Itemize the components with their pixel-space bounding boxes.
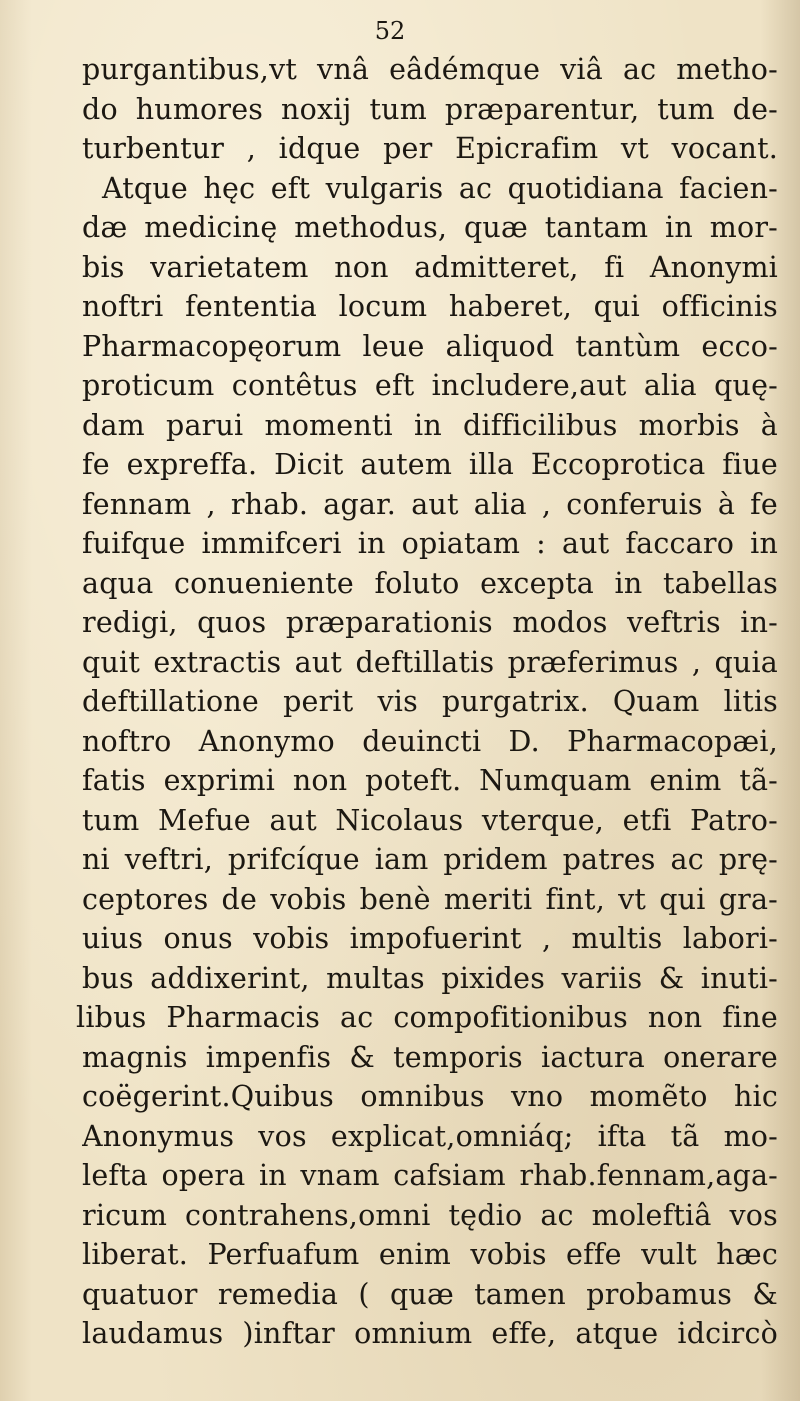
text-line-29: lefta opera in vnam cafsiam rhab.fennam,aga-	[82, 1159, 778, 1192]
body-text	[76, 50, 778, 1354]
text-line-32: quatuor remedia ( quæ tamen probamus &	[82, 1277, 778, 1311]
text-line-31: liberat. Perfuafum enim vobis effe vult hæc	[82, 1238, 778, 1271]
text-line-11: fe expreffa. Dicit autem illa Eccoprotica fiue	[82, 448, 778, 481]
text-line-4: Atque hęc eft vulgaris ac quotidiana facien-	[102, 171, 778, 205]
text-line-20: tum Mefue aut Nicolaus vterque, etfi Patro-	[82, 803, 778, 837]
page-number: 52	[374, 17, 406, 45]
text-line-8: Pharmacopęorum leue aliquod tantùm ecco-	[82, 329, 778, 363]
text-line-23: uius onus vobis impofuerint , multis labori-	[82, 922, 778, 955]
text-line-3: turbentur , idque per Epicrafim vt vocant.	[82, 132, 778, 165]
text-line-26: magnis impenfis & temporis iactura onerare	[82, 1040, 778, 1074]
text-line-17: deftillatione perit vis purgatrix. Quam litis	[82, 685, 778, 718]
text-line-10: dam parui momenti in difficilibus morbis à	[82, 408, 778, 442]
text-line-21: ni veftri, prifcíque iam pridem patres ac prę-	[82, 843, 778, 876]
text-line-9: proticum contêtus eft includere,aut alia quę-	[82, 369, 778, 402]
text-line-2: do humores noxij tum præparentur, tum de-	[82, 92, 778, 126]
text-line-13: fuifque immifceri in opiatam : aut faccaro in	[82, 527, 778, 560]
text-line-27: coëgerint.Quibus omnibus vno momẽto hic	[82, 1080, 778, 1113]
text-line-1: purgantibus,vt vnâ eâdémque viâ ac metho-	[82, 53, 778, 86]
text-line-25: libus Pharmacis ac compofitionibus non fine	[76, 1001, 778, 1034]
text-line-22: ceptores de vobis benè meriti fint, vt qui gra-	[82, 882, 778, 916]
text-line-15: redigi, quos præparationis modos veftris in-	[82, 606, 778, 639]
text-line-18: noftro Anonymo deuincti D. Pharmacopæi,	[82, 724, 778, 758]
text-line-6: bis varietatem non admitteret, fi Anonymi	[82, 250, 778, 284]
text-line-7: noftri fententia locum haberet, qui officinis	[82, 290, 778, 323]
text-line-30: ricum contrahens,omni tędio ac moleftiâ vos	[82, 1198, 778, 1232]
text-line-24: bus addixerint, multas pixides variis & inuti-	[82, 961, 778, 995]
text-line-33: laudamus )inftar omnium effe, atque idcircò	[82, 1317, 778, 1350]
text-line-14: aqua conueniente foluto excepta in tabellas	[82, 566, 778, 600]
text-line-16: quit extractis aut deftillatis præferimus , quia	[82, 645, 778, 679]
text-line-12: fennam , rhab. agar. aut alia , conferuis à fe	[82, 487, 778, 521]
text-line-19: fatis exprimi non poteft. Numquam enim tã-	[82, 764, 778, 797]
text-line-5: dæ medicinę methodus, quæ tantam in mor-	[82, 211, 778, 244]
text-line-28: Anonymus vos explicat,omniáq; ifta tã mo-	[82, 1119, 778, 1153]
